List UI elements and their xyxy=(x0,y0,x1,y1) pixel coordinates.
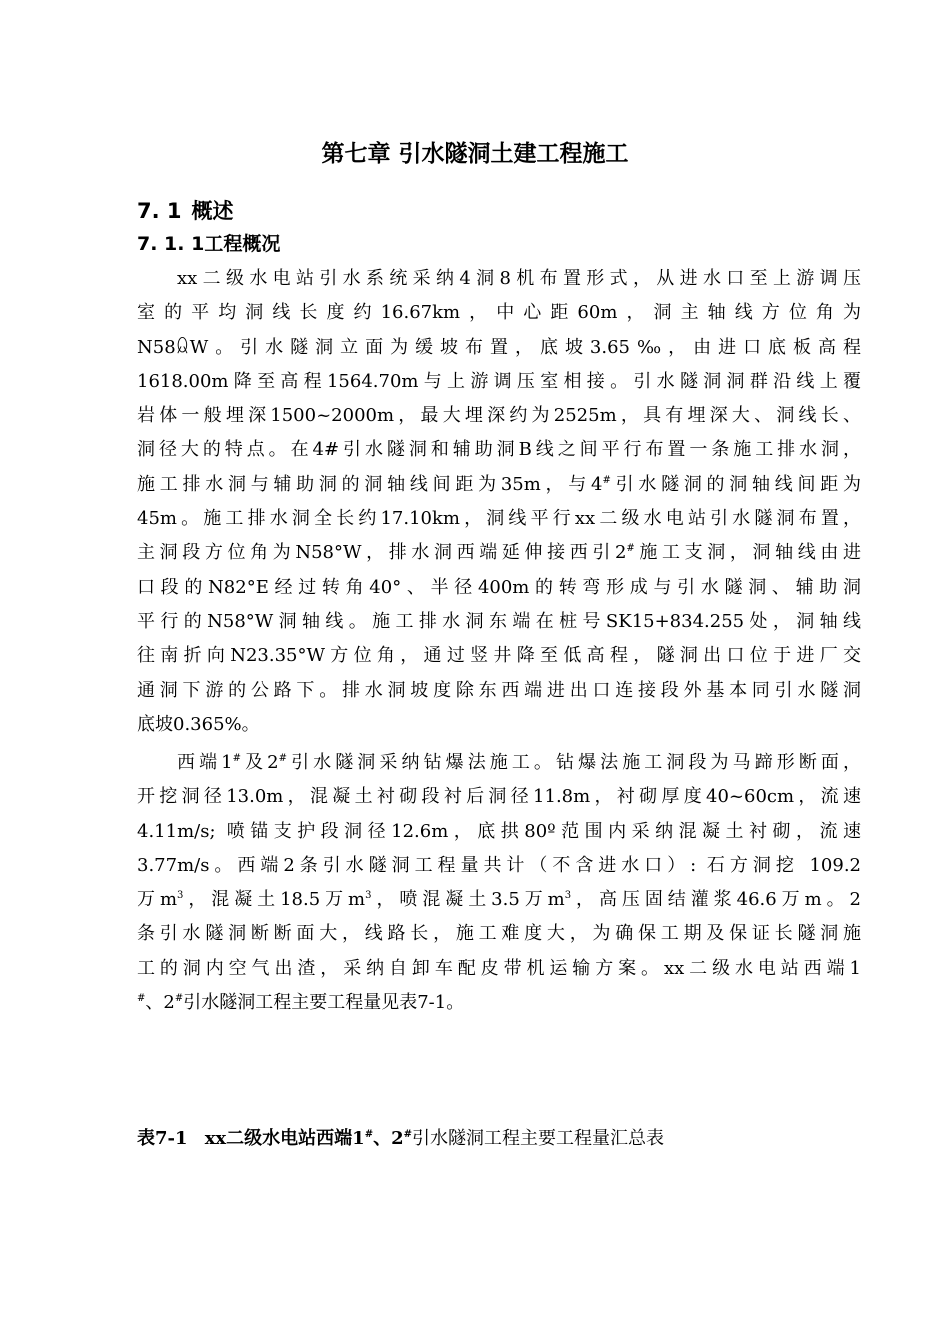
paragraph-west-tunnels xyxy=(137,746,861,1020)
paragraph-line xyxy=(137,883,861,917)
paragraph-line xyxy=(137,468,861,502)
section-title: 概述 xyxy=(191,199,234,223)
table-caption-bold: xx二级水电站西端1 xyxy=(204,1128,365,1149)
section-number: 7. 1 xyxy=(137,199,182,223)
paragraph-line: 往南折向N23.35°W方位角，通过竖井降至低高程，隧洞出口位于进厂交 xyxy=(137,645,861,667)
superscript: # xyxy=(602,474,611,486)
paragraph-line: 1618.00m降至高程1564.70m与上游调压室相接。引水隧洞洞群沿线上覆 xyxy=(137,370,861,392)
superscript: # xyxy=(232,753,241,764)
paragraph-line: 45m。施工排水洞全长约17.10km，洞线平行xx二级水电站引水隧洞布置， xyxy=(137,508,861,530)
table-caption-text: 引水隧洞工程主要工程量汇总表 xyxy=(412,1128,665,1149)
superscript: # xyxy=(364,1129,374,1140)
text-run: ，喷混凝土3.5万m xyxy=(371,889,565,911)
text-run: 万m xyxy=(137,889,178,911)
paragraph-line: 平行的N58°W洞轴线。施工排水洞东端在桩号SK15+834.255处，洞轴线 xyxy=(137,610,861,632)
superscript: # xyxy=(137,993,146,1005)
superscript: # xyxy=(174,993,184,1005)
table-caption-bold: 、2 xyxy=(373,1128,404,1149)
text-run: 引水隧洞的洞轴线间距为 xyxy=(610,473,861,495)
paragraph-line: 口段的N82°E经过转角40°、半径400m的转弯形成与引水隧洞、辅助洞 xyxy=(137,576,861,598)
paragraph-line: 洞径大的特点。在4#引水隧洞和辅助洞B线之间平行布置一条施工排水洞， xyxy=(137,439,861,461)
text-run: 施工排水洞与辅助洞的洞轴线间距为35m，与4 xyxy=(137,473,603,495)
superscript: # xyxy=(626,543,635,555)
text-run: 西端1 xyxy=(177,752,233,773)
paragraph-line: 工的洞内空气出渣，采纳自卸车配皮带机运输方案。xx二级水电站西端1 xyxy=(137,957,861,979)
paragraph-line: N58ꆰW。引水隧洞立面为缓坡布置，底坡3.65‰，由进口底板高程 xyxy=(137,336,861,358)
paragraph-line: 4.11m/s; 喷锚支护段洞径12.6m，底拱80º范围内采纳混凝土衬砌，流速 xyxy=(137,820,861,842)
section-heading xyxy=(137,196,234,226)
paragraph-line xyxy=(137,746,861,780)
text-run: ，混凝土18.5万m xyxy=(183,889,366,911)
text-run: 、2 xyxy=(145,992,175,1014)
paragraph-line xyxy=(137,536,861,570)
table-caption xyxy=(137,1123,861,1155)
superscript: # xyxy=(278,753,287,764)
table-label: 表7-1 xyxy=(137,1128,188,1149)
text-run: 及2 xyxy=(241,752,279,773)
subsection-title: 工程概况 xyxy=(204,233,281,255)
paragraph-line: 3.77m/s。西端2条引水隧洞工程量共计（不含进水口）: 石方洞挖 109.2 xyxy=(137,854,861,876)
subsection-number: 7. 1. 1 xyxy=(137,233,205,255)
superscript: 3 xyxy=(177,890,184,902)
text-run: ，高压固结灌浆46.6万m。2 xyxy=(571,889,861,911)
superscript: 3 xyxy=(564,890,572,902)
superscript: # xyxy=(403,1129,413,1140)
paragraph-line: 条引水隧洞断断面大，线路长，施工难度大，为确保工期及保证长隧洞施 xyxy=(137,923,861,945)
subsection-heading xyxy=(137,229,280,259)
paragraph-line: xx二级水电站引水系统采纳4洞8机布置形式，从进水口至上游调压 xyxy=(177,268,861,289)
paragraph-line xyxy=(137,986,861,1020)
paragraph-overview xyxy=(137,262,861,742)
paragraph-line: 底坡0.365%。 xyxy=(137,713,260,735)
text-run: 主洞段方位角为N58°W，排水洞西端延伸接西引2 xyxy=(137,542,627,564)
chapter-title: 第七章 引水隧洞土建工程施工 xyxy=(321,141,629,167)
text-run: 施工支洞，洞轴线由进 xyxy=(634,542,861,564)
paragraph-line: 开挖洞径13.0m，混凝土衬砌段衬后洞径11.8m，衬砌厚度40~60cm，流速 xyxy=(137,786,861,808)
paragraph-line: 岩体一般埋深1500~2000m，最大埋深约为2525m，具有埋深大、洞线长、 xyxy=(137,405,861,427)
text-run: 引水隧洞采纳钻爆法施工。钻爆法施工洞段为马蹄形断面， xyxy=(287,752,861,773)
paragraph-line: 室的平均洞线长度约16.67km，中心距60m，洞主轴线方位角为 xyxy=(137,302,861,324)
paragraph-line: 通洞下游的公路下。排水洞坡度除东西端进出口连接段外基本同引水隧洞 xyxy=(137,679,861,701)
superscript: 3 xyxy=(365,890,372,902)
text-run: 引水隧洞工程主要工程量见表7-1。 xyxy=(183,992,465,1014)
